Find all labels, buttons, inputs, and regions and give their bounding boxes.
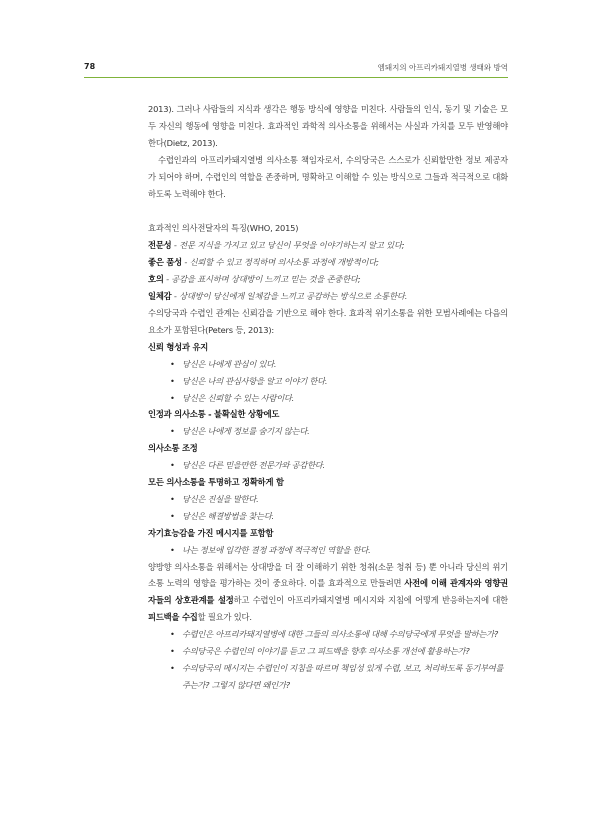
- paragraph-2: 수렵인과의 아프리카돼지열병 의사소통 책임자로서, 수의당국은 스스로가 신뢰할만한 정보 제공자가 되어야 하며, 수렵인의 역할을 존중하며, 명확하고 이해할 수 있는 방식으로 그들과 적극적으로 대화하도록 노력해야 한다.: [148, 154, 508, 199]
- list-item: • 수의당국의 메시지는 수렵인이 지침을 따르며 책임성 있게 수렵, 보고, 처리하도록 동기부여를 주는가? 그렇지 않다면 왜인가?: [170, 660, 508, 694]
- bullet-icon: •: [170, 510, 175, 521]
- trait-character: [148, 254, 508, 271]
- header-rule: [84, 77, 508, 78]
- page-number: 78: [84, 62, 96, 71]
- bullet-icon: •: [170, 544, 175, 555]
- bullet-icon: •: [170, 392, 175, 403]
- bullet-icon: •: [170, 358, 175, 369]
- bullet-icon: •: [170, 646, 175, 657]
- trait-expertise: [148, 237, 508, 254]
- running-title: 엠돼지의 아프리카돼지열병 생태와 방역: [377, 63, 508, 72]
- paragraph-1: 2013). 그러나 사람들의 지식과 생각은 행동 방식에 영향을 미친다. 사람들의 인식, 동기 및 기술은 모두 자신의 행동에 영향을 미친다. 효과적인 과학적 의사소통을 위해서는 사실과 가치를 모두 반영해야 한다(Dietz, 2013).: [148, 104, 508, 148]
- bullet-icon: •: [170, 460, 175, 471]
- section-title: 자기효능감을 가진 메시지를 포함함: [148, 527, 274, 538]
- trait-term: 호의: [148, 274, 164, 285]
- emphasis: 사전에 이해 관계자와 영향권자들의 상호관계를 설정: [148, 578, 508, 606]
- list-item: • 당신은 나에게 정보를 숨기지 않는다.: [170, 423, 508, 440]
- bullet-list: [148, 542, 508, 559]
- trait-desc: - 전문 지식을 가지고 있고 당신이 무엇을 이야기하는지 알고 있다;: [171, 240, 405, 251]
- paragraph-4: 양방향 의사소통을 위해서는 상대방을 더 잘 이해하기 위한 청취(소문 청취 등) 뿐 아니라 당신의 위기소통 노력의 영향을 평가하는 것이 중요하다. 이를 효과적으로 만들려면 사전에 이해 관계자와 영향권자들의 상호관계를 설정하고 수렵인이 아프리카돼지열병 메시지와 지침에 어떻게 반응하는지에 대한 피드백을 수집할 필요가 있다.: [148, 561, 509, 623]
- question-list: [148, 626, 508, 694]
- bullet-icon: •: [170, 375, 175, 386]
- trait-desc: - 상대방이 당신에게 일체감을 느끼고 공감하는 방식으로 소통한다.: [171, 291, 408, 302]
- list-item: • 수렵인은 아프리카돼지열병에 대한 그들의 의사소통에 대해 수의당국에게 무엇을 말하는가?: [170, 626, 508, 643]
- bullet-list: [148, 356, 508, 407]
- page-body: [148, 101, 508, 694]
- list-item: • 수의당국은 수렵인의 이야기를 듣고 그 피드백을 향후 의사소통 개선에 활용하는가?: [170, 643, 508, 660]
- bullet-icon: •: [170, 629, 175, 640]
- page-header: [84, 62, 508, 76]
- list-item: • 당신은 다른 믿을만한 전문가와 공감한다.: [170, 457, 508, 474]
- trait-goodwill: [148, 271, 508, 288]
- traits-intro: 효과적인 의사전달자의 특징(WHO, 2015): [148, 223, 299, 234]
- list-item: • 당신은 해결방법을 찾는다.: [170, 508, 508, 525]
- trait-term: 일체감: [148, 291, 172, 302]
- bullet-list: [148, 491, 508, 525]
- list-item: • 당신은 신뢰할 수 있는 사람이다.: [170, 390, 508, 407]
- paragraph-3: 수의당국과 수렵인 관계는 신뢰감을 기반으로 해야 한다. 효과적 위기소통을 위한 모범사례에는 다음의 요소가 포함된다(Peters 등, 2013):: [148, 307, 508, 335]
- trait-identification: [148, 288, 508, 305]
- bullet-icon: •: [170, 493, 175, 504]
- section-title: 모든 의사소통을 투명하고 정확하게 함: [148, 477, 284, 488]
- list-item: • 나는 정보에 입각한 결정 과정에 적극적인 역할을 한다.: [170, 542, 508, 559]
- trait-term: 전문성: [148, 240, 172, 251]
- bullet-icon: •: [170, 663, 175, 673]
- section-title: 신뢰 형성과 유지: [148, 341, 209, 352]
- bullet-icon: •: [170, 426, 175, 437]
- trait-desc: - 신뢰할 수 있고 정직하며 의사소통 과정에 개방적이다;: [181, 257, 379, 268]
- list-item: • 당신은 나에게 관심이 있다.: [170, 356, 508, 373]
- trait-desc: - 공감을 표시하며 상대방이 느끼고 믿는 것을 존중한다;: [163, 274, 361, 285]
- section-title: 의사소통 조정: [148, 443, 198, 454]
- emphasis: 피드백을 수집: [148, 612, 198, 623]
- list-item: • 당신은 진실을 말한다.: [170, 491, 508, 508]
- list-item: • 당신은 나의 관심사항을 알고 이야기 한다.: [170, 373, 508, 390]
- bullet-list: [148, 423, 508, 440]
- trait-term: 좋은 품성: [148, 257, 182, 268]
- section-title: 인정과 의사소통 - 불확실한 상황에도: [148, 409, 280, 420]
- bullet-list: [148, 457, 508, 474]
